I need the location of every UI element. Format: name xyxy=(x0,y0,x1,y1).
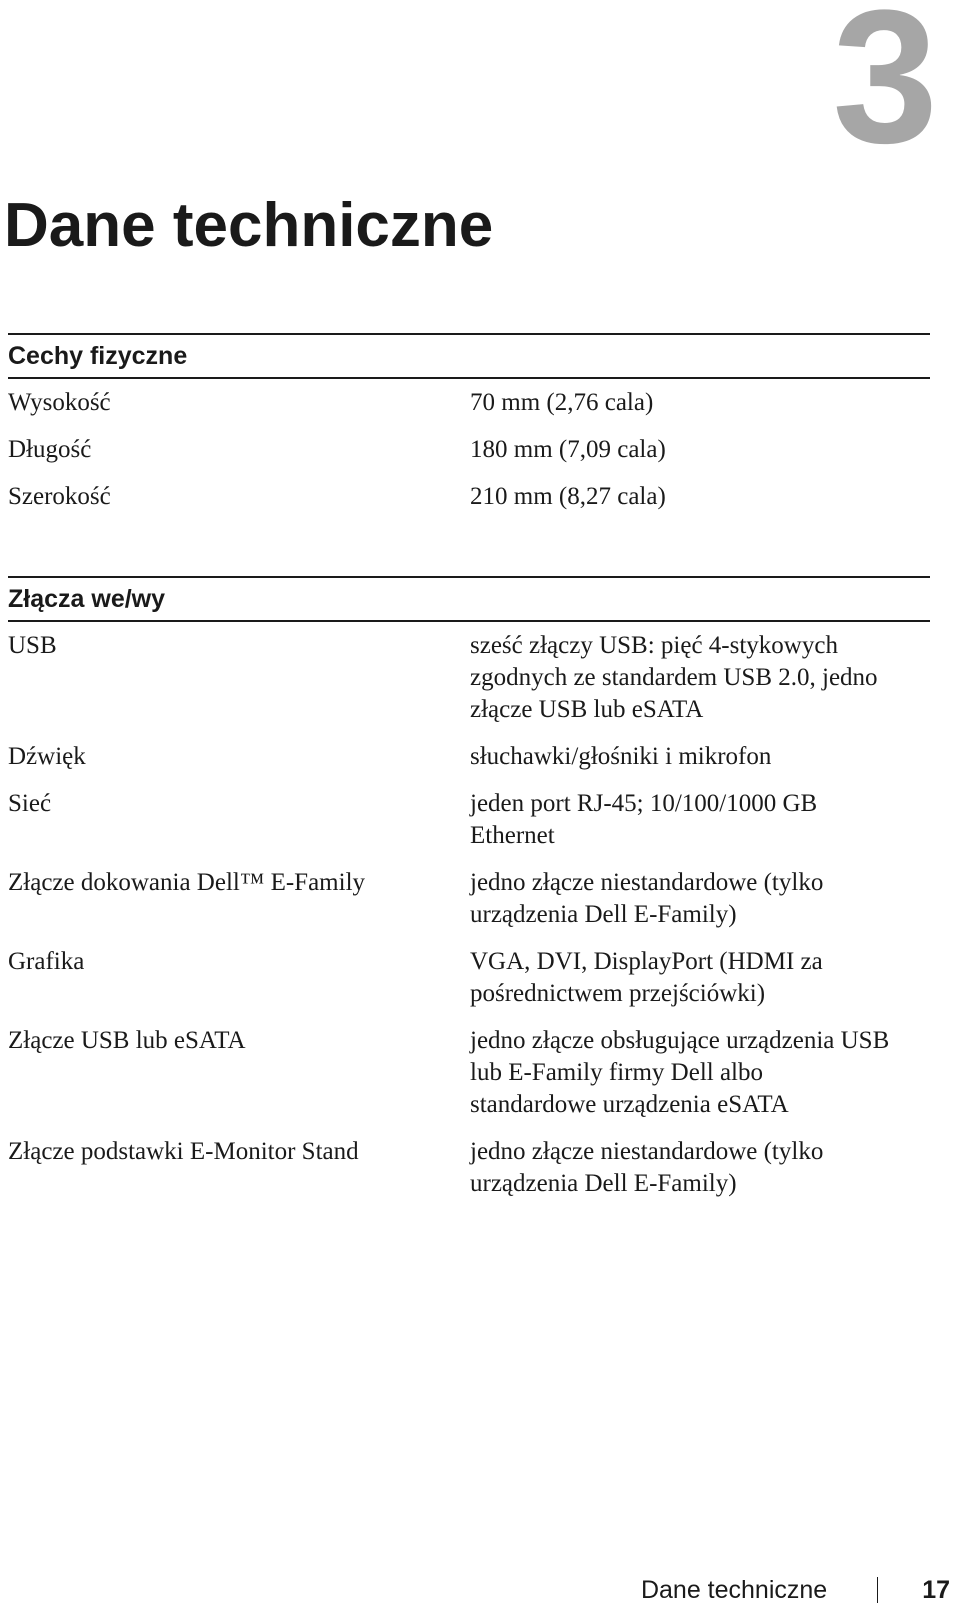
spec-value-line: zgodnych ze standardem USB 2.0, jedno xyxy=(470,664,878,691)
spec-value-line: jedno złącze obsługujące urządzenia USB xyxy=(470,1027,890,1054)
spec-label: Dźwięk xyxy=(8,743,86,770)
page-number: 17 xyxy=(922,1575,950,1604)
spec-label: Złącze podstawki E-Monitor Stand xyxy=(8,1138,359,1165)
spec-value-line: jedno złącze niestandardowe (tylko xyxy=(470,869,824,896)
spec-value xyxy=(470,867,910,931)
spec-label: Wysokość xyxy=(8,389,111,416)
spec-label: Grafika xyxy=(8,948,85,975)
spec-value xyxy=(470,1136,910,1200)
spec-value-line: jeden port RJ-45; 10/100/1000 GB xyxy=(470,790,818,817)
spec-value-line: lub E-Family firmy Dell albo xyxy=(470,1059,764,1086)
section-heading: Cechy fizyczne xyxy=(8,333,930,379)
spec-label: Długość xyxy=(8,436,92,463)
spec-value xyxy=(470,946,910,1010)
spec-label: Złącze USB lub eSATA xyxy=(8,1027,246,1054)
spec-value-line: złącze USB lub eSATA xyxy=(470,696,704,723)
spec-label: Sieć xyxy=(8,790,52,817)
spec-row xyxy=(8,630,930,726)
spec-label: USB xyxy=(8,632,57,659)
page-title: Dane techniczne xyxy=(4,191,494,260)
spec-row xyxy=(8,434,930,466)
spec-value xyxy=(470,630,910,726)
spec-row xyxy=(8,387,930,419)
spec-value xyxy=(470,741,910,773)
spec-value-line: Ethernet xyxy=(470,822,555,849)
spec-value xyxy=(470,788,910,852)
spec-value-line: urządzenia Dell E-Family) xyxy=(470,1170,737,1197)
spec-row xyxy=(8,1025,930,1121)
spec-label: Złącze dokowania Dell™ E-Family xyxy=(8,869,366,896)
spec-value-line: pośrednictwem przejściówki) xyxy=(470,980,766,1007)
spec-value: 210 mm (8,27 cala) xyxy=(470,483,666,510)
spec-row xyxy=(8,741,930,773)
page-footer xyxy=(641,1577,950,1603)
spec-table xyxy=(8,387,930,513)
footer-divider xyxy=(877,1577,878,1603)
spec-value-line: słuchawki/głośniki i mikrofon xyxy=(470,743,772,770)
spec-value-line: sześć złączy USB: pięć 4-stykowych xyxy=(470,632,838,659)
spec-value-line: urządzenia Dell E-Family) xyxy=(470,901,737,928)
spec-table xyxy=(8,630,930,1200)
spec-value: 180 mm (7,09 cala) xyxy=(470,436,666,463)
spec-value-line: jedno złącze niestandardowe (tylko xyxy=(470,1138,824,1165)
spec-row xyxy=(8,1136,930,1200)
spec-row xyxy=(8,788,930,852)
spec-row xyxy=(8,946,930,1010)
footer-section-title: Dane techniczne xyxy=(640,1575,828,1604)
chapter-number: 3 xyxy=(832,0,938,183)
spec-value xyxy=(470,1025,910,1121)
spec-value: 70 mm (2,76 cala) xyxy=(470,389,654,416)
spec-row xyxy=(8,867,930,931)
section-physical-features xyxy=(8,333,930,528)
spec-value-line: VGA, DVI, DisplayPort (HDMI za xyxy=(470,948,823,975)
spec-label: Szerokość xyxy=(8,483,111,510)
spec-value-line: standardowe urządzenia eSATA xyxy=(470,1091,789,1118)
section-io-connectors xyxy=(8,576,930,1215)
spec-row xyxy=(8,481,930,513)
section-heading: Złącza we/wy xyxy=(8,576,930,622)
